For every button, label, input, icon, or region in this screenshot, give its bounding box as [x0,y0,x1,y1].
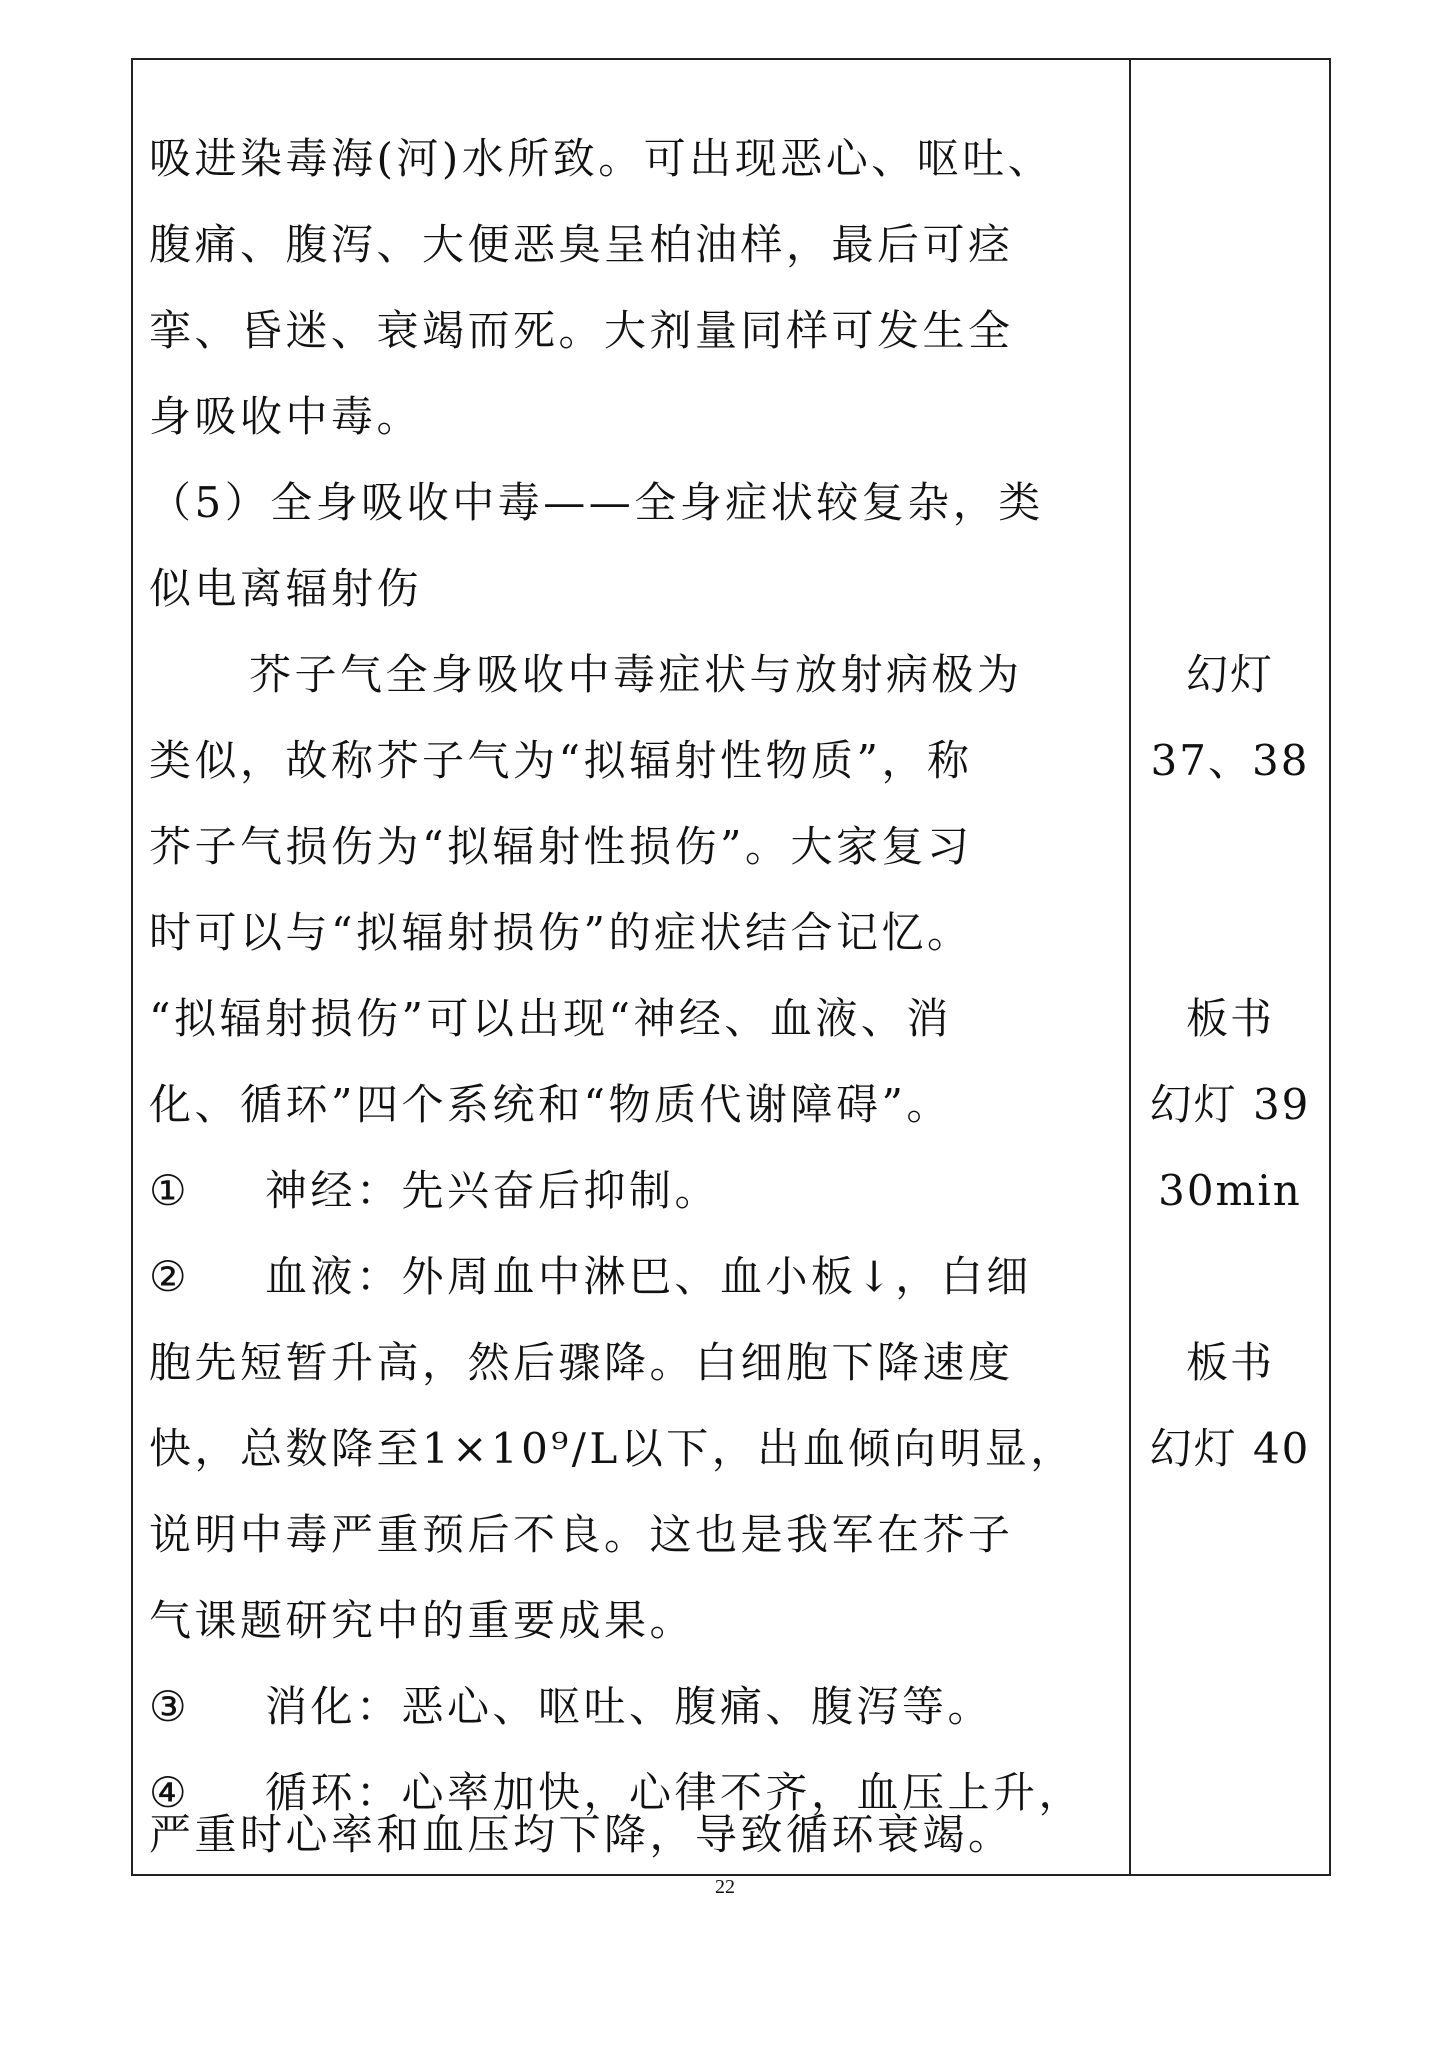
list-marker: ④ [149,1768,191,1817]
list-marker: ② [149,1252,191,1301]
lesson-table [131,58,1331,1876]
note-slide: 幻灯 [1185,650,1274,699]
note-duration: 30min [1158,1166,1302,1215]
text-line: 时可以与“拟辐射损伤”的症状结合记忆。 [149,908,973,957]
list-text: 循环：心率加快，心律不齐，血压上升， [265,1768,1085,1817]
list-text: 血液：外周血中淋巴、血小板↓，白细 [265,1252,1032,1301]
text-line: 胞先短暂升高，然后骤降。白细胞下降速度 [149,1338,1014,1387]
list-item-nervous [149,1148,1115,1234]
note-slide-numbers: 37、38 [1150,736,1310,785]
list-text: 神经：先兴奋后抑制。 [265,1166,721,1215]
note-slide: 幻灯 39 [1149,1080,1311,1129]
list-item-blood [149,1234,1115,1320]
text-line: “拟辐射损伤”可以出现“神经、血液、消 [149,994,952,1043]
text-line: 类似，故称芥子气为“拟辐射性物质”，称 [149,736,973,785]
text-line: 芥子气损伤为“拟辐射性损伤”。大家复习 [149,822,973,871]
text-line: 气课题研究中的重要成果。 [149,1596,696,1645]
text-line: 化、循环”四个系统和“物质代谢障碍”。 [149,1080,952,1129]
text-line: 说明中毒严重预后不良。这也是我军在芥子 [149,1510,1014,1559]
list-marker: ③ [149,1682,191,1731]
text-line: 腹痛、腹泻、大便恶臭呈柏油样，最后可痉 [149,220,1014,269]
note-blackboard: 板书 [1185,1338,1274,1387]
text-line: 严重时心率和血压均下降，导致循环衰竭。 [149,1810,1014,1859]
page-number: 22 [715,1876,735,1898]
note-blackboard: 板书 [1185,994,1274,1043]
list-marker: ① [149,1166,191,1215]
notes-column [1131,60,1329,1874]
text-line: 挛、昏迷、衰竭而死。大剂量同样可发生全 [149,306,1014,355]
section-heading: （5）全身吸收中毒——全身症状较复杂，类 [149,478,1044,527]
list-text: 消化：恶心、呕吐、腹痛、腹泻等。 [265,1682,994,1731]
text-line: 似电离辐射伤 [149,564,423,613]
text-line: 快，总数降至1×10⁹/L以下，出血倾向明显， [149,1424,1076,1473]
note-slide: 幻灯 40 [1149,1424,1311,1473]
content-column [133,60,1129,1874]
list-item-digestion [149,1664,1115,1750]
paragraph-start: 芥子气全身吸收中毒症状与放射病极为 [249,650,1023,699]
text-line: 吸进染毒海(河)水所致。可出现恶心、呕吐、 [149,134,1054,183]
text-line: 身吸收中毒。 [149,392,423,441]
